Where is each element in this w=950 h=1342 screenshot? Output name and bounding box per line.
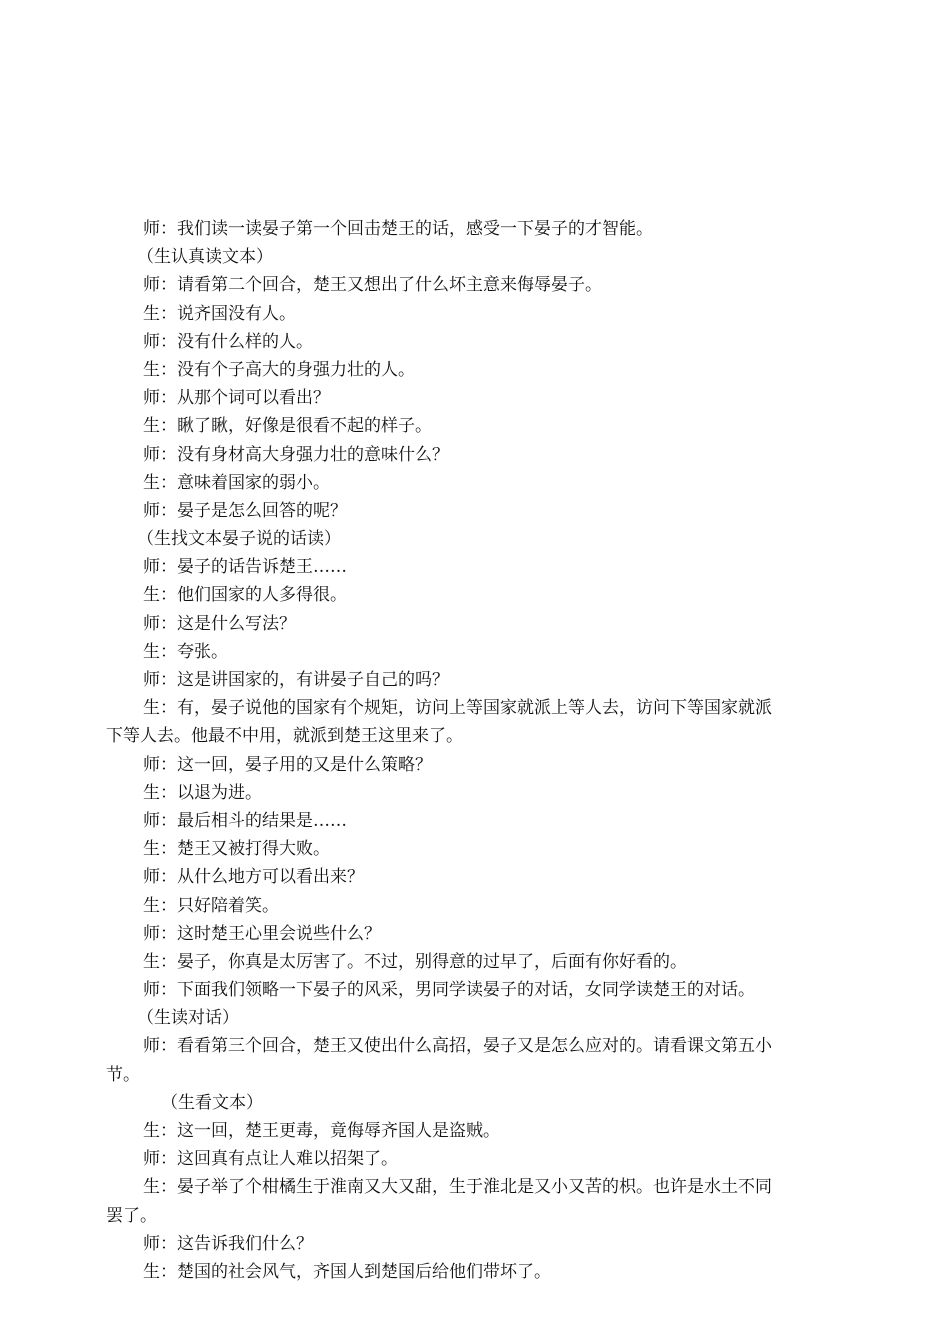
text-line: 师：请看第二个回合，楚王又想出了什么坏主意来侮辱晏子。 xyxy=(143,275,602,296)
text-line: 生：瞅了瞅，好像是很看不起的样子。 xyxy=(143,416,432,437)
text-line: 师：这是什么写法？ xyxy=(143,613,296,634)
text-line: 生：楚王又被打得大败。 xyxy=(143,839,330,860)
text-line: 生：没有个子高大的身强力壮的人。 xyxy=(143,359,415,380)
text-line: 生：这一回，楚王更毒，竟侮辱齐国人是盗贼。 xyxy=(143,1121,500,1141)
text-line: 师：这告诉我们什么？ xyxy=(143,1233,313,1254)
text-line: 生：晏子举了个柑橘生于淮南又大又甜，生于淮北是又小又苦的枳。也许是水土不同 xyxy=(143,1177,772,1198)
text-line: （生认真读文本） xyxy=(137,247,273,268)
text-line: 师：下面我们领略一下晏子的风采，男同学读晏子的对话，女同学读楚王的对话。 xyxy=(143,980,755,1001)
text-line: （生看文本） xyxy=(161,1092,263,1113)
text-line: （生读对话） xyxy=(137,1008,239,1029)
text-line: 师：没有什么样的人。 xyxy=(143,331,313,352)
text-line: 师：没有身材高大身强力壮的意味什么？ xyxy=(143,444,449,465)
text-line: 师：看看第三个回合，楚王又使出什么高招，晏子又是怎么应对的。请看课文第五小 xyxy=(143,1036,772,1057)
text-line: 生：晏子，你真是太厉害了。不过，别得意的过早了，后面有你好看的。 xyxy=(143,951,687,972)
text-line: 师：这时楚王心里会说些什么？ xyxy=(143,923,381,944)
text-line: 师：晏子的话告诉楚王…… xyxy=(143,557,347,578)
text-line: 师：我们读一读晏子第一个回击楚王的话，感受一下晏子的才智能。 xyxy=(143,219,653,239)
text-line: 生：只好陪着笑。 xyxy=(143,895,279,916)
text-line: 师：晏子是怎么回答的呢？ xyxy=(143,500,347,521)
text-line: 罢了。 xyxy=(106,1205,157,1226)
text-line: （生找文本晏子说的话读） xyxy=(137,529,341,550)
text-line: 生：楚国的社会风气，齐国人到楚国后给他们带坏了。 xyxy=(143,1261,551,1282)
text-line: 生：意味着国家的弱小。 xyxy=(143,472,330,493)
text-line: 生：以退为进。 xyxy=(143,782,262,803)
text-line: 师：从那个词可以看出？ xyxy=(143,388,330,409)
text-line: 师：从什么地方可以看出来？ xyxy=(143,867,364,888)
text-line: 生：他们国家的人多得很。 xyxy=(143,585,347,606)
dialogue-text xyxy=(106,215,840,1286)
text-line: 师：这回真有点让人难以招架了。 xyxy=(143,1149,398,1170)
text-line: 生：说齐国没有人。 xyxy=(143,303,296,324)
text-line: 师：这一回，晏子用的又是什么策略？ xyxy=(143,754,432,775)
text-line: 师：这是讲国家的，有讲晏子自己的吗？ xyxy=(143,670,449,690)
text-line: 下等人去。他最不中用，就派到楚王这里来了。 xyxy=(106,726,463,747)
text-line: 生：夸张。 xyxy=(143,641,228,662)
text-line: 生：有，晏子说他的国家有个规矩，访问上等国家就派上等人去，访问下等国家就派 xyxy=(143,698,772,719)
text-line: 节。 xyxy=(106,1064,140,1085)
text-line: 师：最后相斗的结果是…… xyxy=(143,810,347,831)
